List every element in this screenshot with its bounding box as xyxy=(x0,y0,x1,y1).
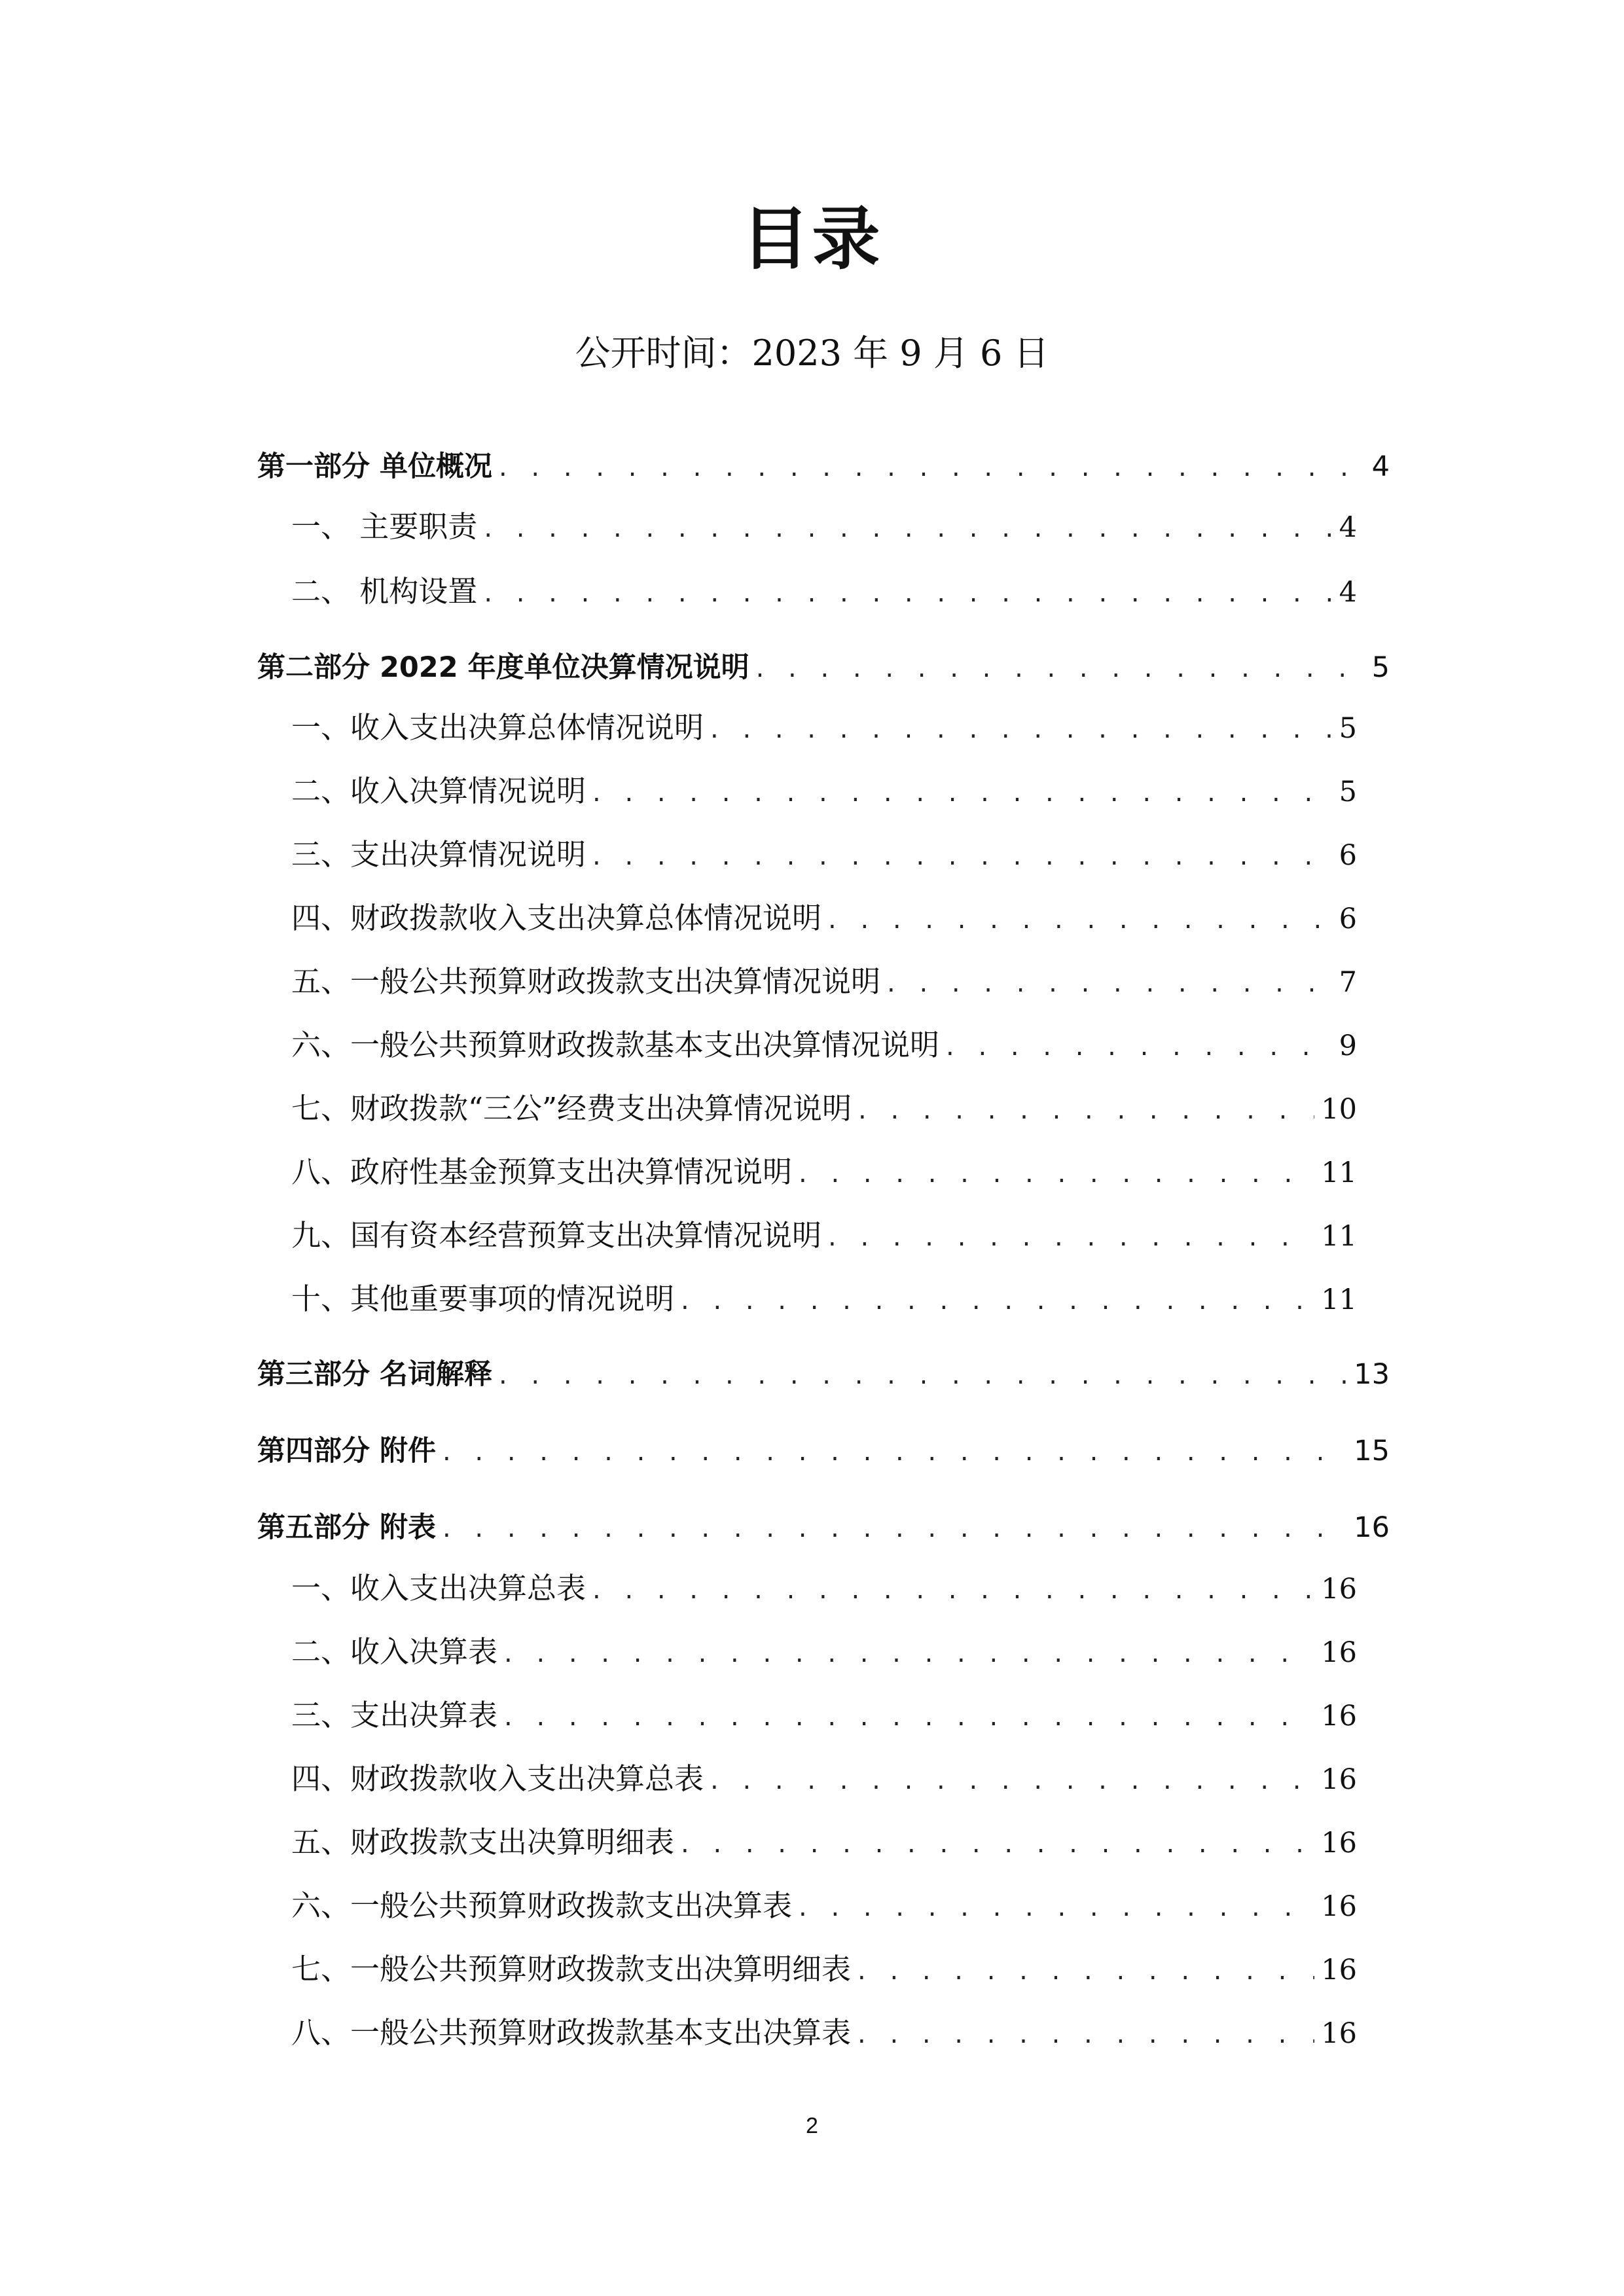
toc-leader-dots xyxy=(592,1570,1314,1609)
toc-leader-dots xyxy=(442,1432,1347,1471)
toc-entry-label: 十、其他重要事项的情况说明 xyxy=(291,1282,675,1316)
toc-entry-page: 16 xyxy=(1321,2017,1357,2050)
toc-entry[interactable] xyxy=(257,1508,1390,1547)
toc-entry-page: 6 xyxy=(1339,839,1357,872)
page-number: 2 xyxy=(806,2113,818,2138)
toc-entry-label: 五、财政拨款支出决算明细表 xyxy=(291,1825,675,1859)
toc-entry[interactable] xyxy=(291,708,1357,747)
toc-entry-label: 一、收入支出决算总表 xyxy=(291,1571,586,1605)
toc-entry[interactable] xyxy=(257,1355,1390,1394)
toc-entry-label: 四、财政拨款收入支出决算总表 xyxy=(291,1761,704,1796)
toc-entry-page: 16 xyxy=(1354,1511,1390,1544)
toc-entry-page: 4 xyxy=(1371,450,1390,483)
toc-entry-page: 5 xyxy=(1371,651,1390,684)
toc-leader-dots xyxy=(799,1888,1314,1927)
toc-entry[interactable] xyxy=(291,1569,1357,1608)
toc-leader-dots xyxy=(710,1761,1314,1800)
page-title: 目录 xyxy=(741,199,883,279)
toc-entry-page: 15 xyxy=(1354,1435,1390,1467)
toc-entry[interactable] xyxy=(291,1280,1357,1319)
toc-leader-dots xyxy=(442,1509,1347,1548)
toc-leader-dots xyxy=(592,836,1331,876)
toc-entry[interactable] xyxy=(291,1153,1357,1192)
toc-entry-page: 10 xyxy=(1321,1093,1357,1126)
toc-entry-page: 16 xyxy=(1321,1890,1357,1923)
toc-entry[interactable] xyxy=(291,2013,1357,2053)
toc-entry-page: 11 xyxy=(1321,1283,1357,1316)
toc-entry[interactable] xyxy=(291,772,1357,811)
toc-entry[interactable] xyxy=(291,1886,1357,1926)
toc-entry-page: 9 xyxy=(1339,1030,1357,1062)
toc-entry-label: 二、收入决算情况说明 xyxy=(291,774,586,808)
toc-leader-dots xyxy=(499,1355,1347,1395)
toc-entry-label: 六、一般公共预算财政拨款支出决算表 xyxy=(291,1888,793,1923)
toc-leader-dots xyxy=(592,773,1331,812)
toc-entry-label: 第一部分 单位概况 xyxy=(257,450,492,483)
toc-entry-label: 七、一般公共预算财政拨款支出决算明细表 xyxy=(291,1952,852,1986)
toc-leader-dots xyxy=(504,1697,1314,1736)
publish-date: 公开时间：2023 年 9 月 6 日 xyxy=(575,332,1049,374)
toc-entry[interactable] xyxy=(291,899,1357,938)
toc-leader-dots xyxy=(799,1154,1314,1193)
toc-entry-page: 16 xyxy=(1321,1636,1357,1669)
toc-entry-page: 16 xyxy=(1321,1954,1357,1986)
toc-leader-dots xyxy=(887,963,1331,1003)
toc-entry[interactable] xyxy=(291,1026,1357,1065)
toc-leader-dots xyxy=(504,1634,1314,1673)
toc-entry-label: 五、一般公共预算财政拨款支出决算情况说明 xyxy=(291,964,881,999)
toc-entry-page: 16 xyxy=(1321,1573,1357,1605)
toc-entry[interactable] xyxy=(291,572,1357,611)
toc-entry-page: 7 xyxy=(1339,966,1357,999)
toc-leader-dots xyxy=(756,649,1363,688)
toc-entry[interactable] xyxy=(291,507,1357,547)
toc-entry-page: 16 xyxy=(1321,1827,1357,1859)
toc-entry-page: 16 xyxy=(1321,1763,1357,1796)
toc-entry-label: 第四部分 附件 xyxy=(257,1435,436,1467)
toc-entry-label: 八、政府性基金预算支出决算情况说明 xyxy=(291,1155,793,1189)
toc-entry[interactable] xyxy=(291,1950,1357,1989)
toc-entry-label: 一、 主要职责 xyxy=(291,509,478,544)
toc-entry[interactable] xyxy=(257,648,1390,687)
toc-leader-dots xyxy=(857,1951,1314,1990)
toc-entry-page: 11 xyxy=(1321,1157,1357,1189)
toc-entry-label: 三、支出决算情况说明 xyxy=(291,837,586,872)
toc-leader-dots xyxy=(499,448,1363,487)
toc-entry[interactable] xyxy=(291,962,1357,1001)
toc-entry[interactable] xyxy=(291,1632,1357,1672)
toc-entry-label: 四、财政拨款收入支出决算总体情况说明 xyxy=(291,901,822,935)
toc-entry-page: 4 xyxy=(1339,576,1357,609)
toc-entry-label: 三、支出决算表 xyxy=(291,1698,498,1732)
toc-entry[interactable] xyxy=(291,835,1357,874)
toc-entry[interactable] xyxy=(291,1823,1357,1862)
toc-entry-label: 第二部分 2022 年度单位决算情况说明 xyxy=(257,651,749,684)
toc-leader-dots xyxy=(710,709,1331,749)
toc-leader-dots xyxy=(828,900,1331,939)
toc-entry-label: 一、收入支出决算总体情况说明 xyxy=(291,710,704,745)
toc-entry-label: 第三部分 名词解释 xyxy=(257,1358,492,1391)
toc-entry-label: 八、一般公共预算财政拨款基本支出决算表 xyxy=(291,2015,852,2050)
toc-leader-dots xyxy=(484,573,1331,613)
toc-entry[interactable] xyxy=(257,447,1390,486)
toc-entry[interactable] xyxy=(291,1759,1357,1799)
toc-entry[interactable] xyxy=(257,1431,1390,1471)
toc-entry-page: 4 xyxy=(1339,511,1357,544)
toc-entry[interactable] xyxy=(291,1216,1357,1255)
toc-entry-label: 二、收入决算表 xyxy=(291,1634,498,1669)
toc-entry-label: 七、财政拨款“三公”经费支出决算情况说明 xyxy=(291,1091,852,1126)
toc-entry-page: 5 xyxy=(1339,776,1357,808)
toc-entry-label: 第五部分 附表 xyxy=(257,1511,436,1544)
toc-entry-label: 九、国有资本经营预算支出决算情况说明 xyxy=(291,1218,822,1253)
toc-entry-page: 6 xyxy=(1339,903,1357,935)
toc-entry-page: 13 xyxy=(1354,1358,1390,1391)
toc-entry-page: 16 xyxy=(1321,1700,1357,1732)
toc-entry-label: 六、一般公共预算财政拨款基本支出决算情况说明 xyxy=(291,1028,940,1062)
toc-leader-dots xyxy=(946,1027,1331,1066)
toc-leader-dots xyxy=(858,1090,1314,1130)
toc-leader-dots xyxy=(484,509,1331,548)
toc-entry-label: 二、 机构设置 xyxy=(291,574,478,609)
toc-entry-page: 5 xyxy=(1339,712,1357,745)
toc-leader-dots xyxy=(681,1824,1314,1863)
toc-leader-dots xyxy=(681,1281,1314,1320)
toc-entry[interactable] xyxy=(291,1089,1357,1128)
toc-entry[interactable] xyxy=(291,1696,1357,1735)
toc-leader-dots xyxy=(857,2015,1314,2054)
toc-leader-dots xyxy=(828,1217,1314,1257)
toc-entry-page: 11 xyxy=(1321,1220,1357,1253)
